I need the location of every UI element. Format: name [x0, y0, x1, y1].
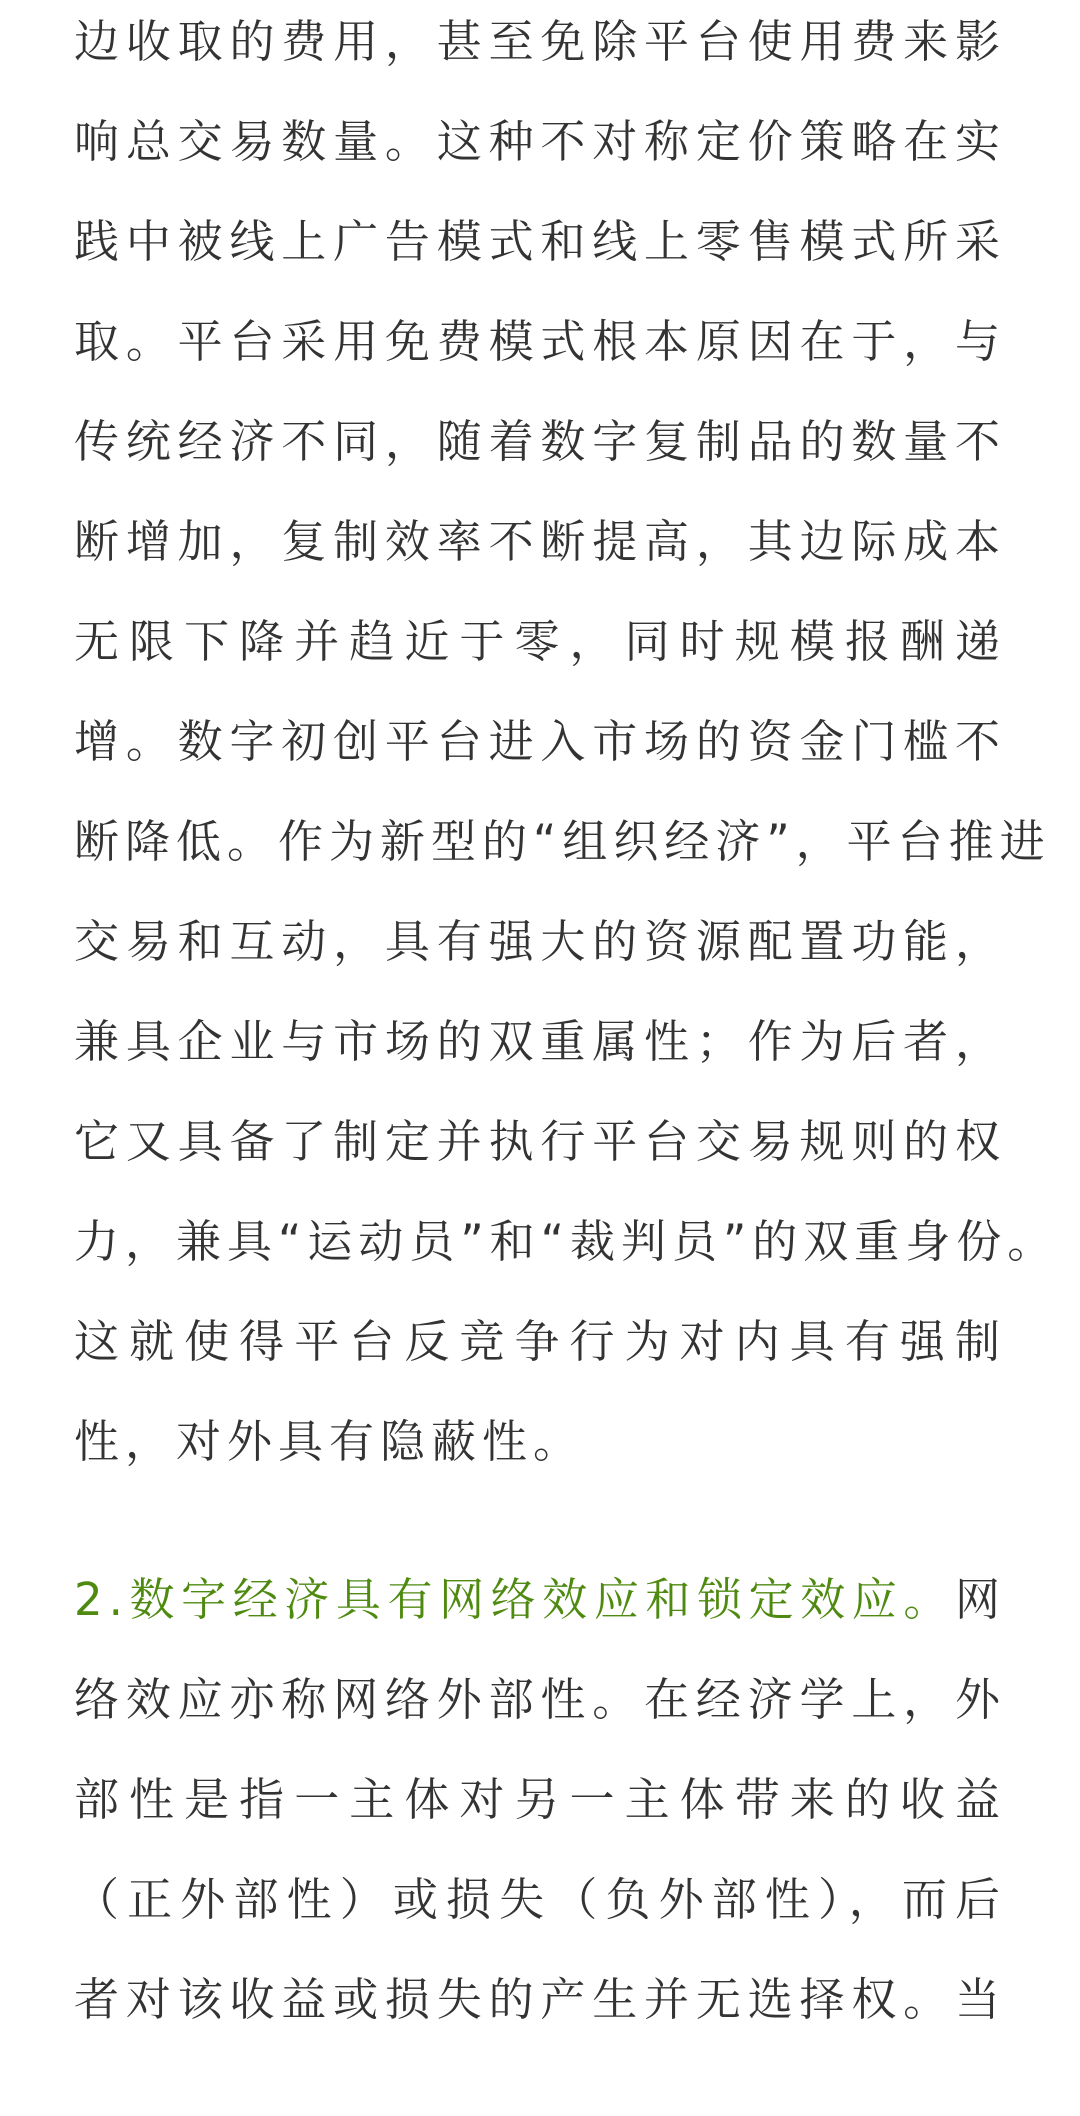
- text-line: 边收取的费用，甚至免除平台使用费来影: [74, 15, 1006, 68]
- heading-tail: 网: [954, 1573, 1006, 1626]
- paragraph-network-effect: [74, 1550, 1006, 2050]
- section-heading: 2.数字经济具有网络效应和锁定效应。: [74, 1573, 955, 1626]
- text-line: 者对该收益或损失的产生并无选择权。当: [74, 1973, 1006, 2026]
- text-line: 它又具备了制定并执行平台交易规则的权: [74, 1115, 1006, 1168]
- text-line: 无限下降并趋近于零，同时规模报酬递: [74, 615, 1006, 668]
- text-line: 增。数字初创平台进入市场的资金门槛不: [74, 715, 1006, 768]
- text-line: 力，兼具“运动员”和“裁判员”的双重身份。: [74, 1215, 1059, 1268]
- heading-line: [74, 1550, 1006, 1650]
- text-line: 断增加，复制效率不断提高，其边际成本: [74, 515, 1006, 568]
- text-line: 传统经济不同，随着数字复制品的数量不: [74, 415, 1006, 468]
- paragraph-pricing: [74, 0, 1059, 1492]
- text-line: 络效应亦称网络外部性。在经济学上，外: [74, 1673, 1006, 1726]
- text-line: 兼具企业与市场的双重属性；作为后者，: [74, 1015, 1006, 1068]
- text-line: 取。平台采用免费模式根本原因在于，与: [74, 315, 1006, 368]
- text-line: 交易和互动，具有强大的资源配置功能，: [74, 915, 1006, 968]
- text-line: 践中被线上广告模式和线上零售模式所采: [74, 215, 1006, 268]
- text-line: 这就使得平台反竞争行为对内具有强制: [74, 1315, 1006, 1368]
- text-line: 断降低。作为新型的“组织经济”，平台推进: [74, 815, 1051, 868]
- text-line: （正外部性）或损失（负外部性），而后: [74, 1873, 1006, 1926]
- text-line: 响总交易数量。这种不对称定价策略在实: [74, 115, 1006, 168]
- text-line: 性，对外具有隐蔽性。: [74, 1415, 585, 1468]
- text-line: 部性是指一主体对另一主体带来的收益: [74, 1773, 1006, 1826]
